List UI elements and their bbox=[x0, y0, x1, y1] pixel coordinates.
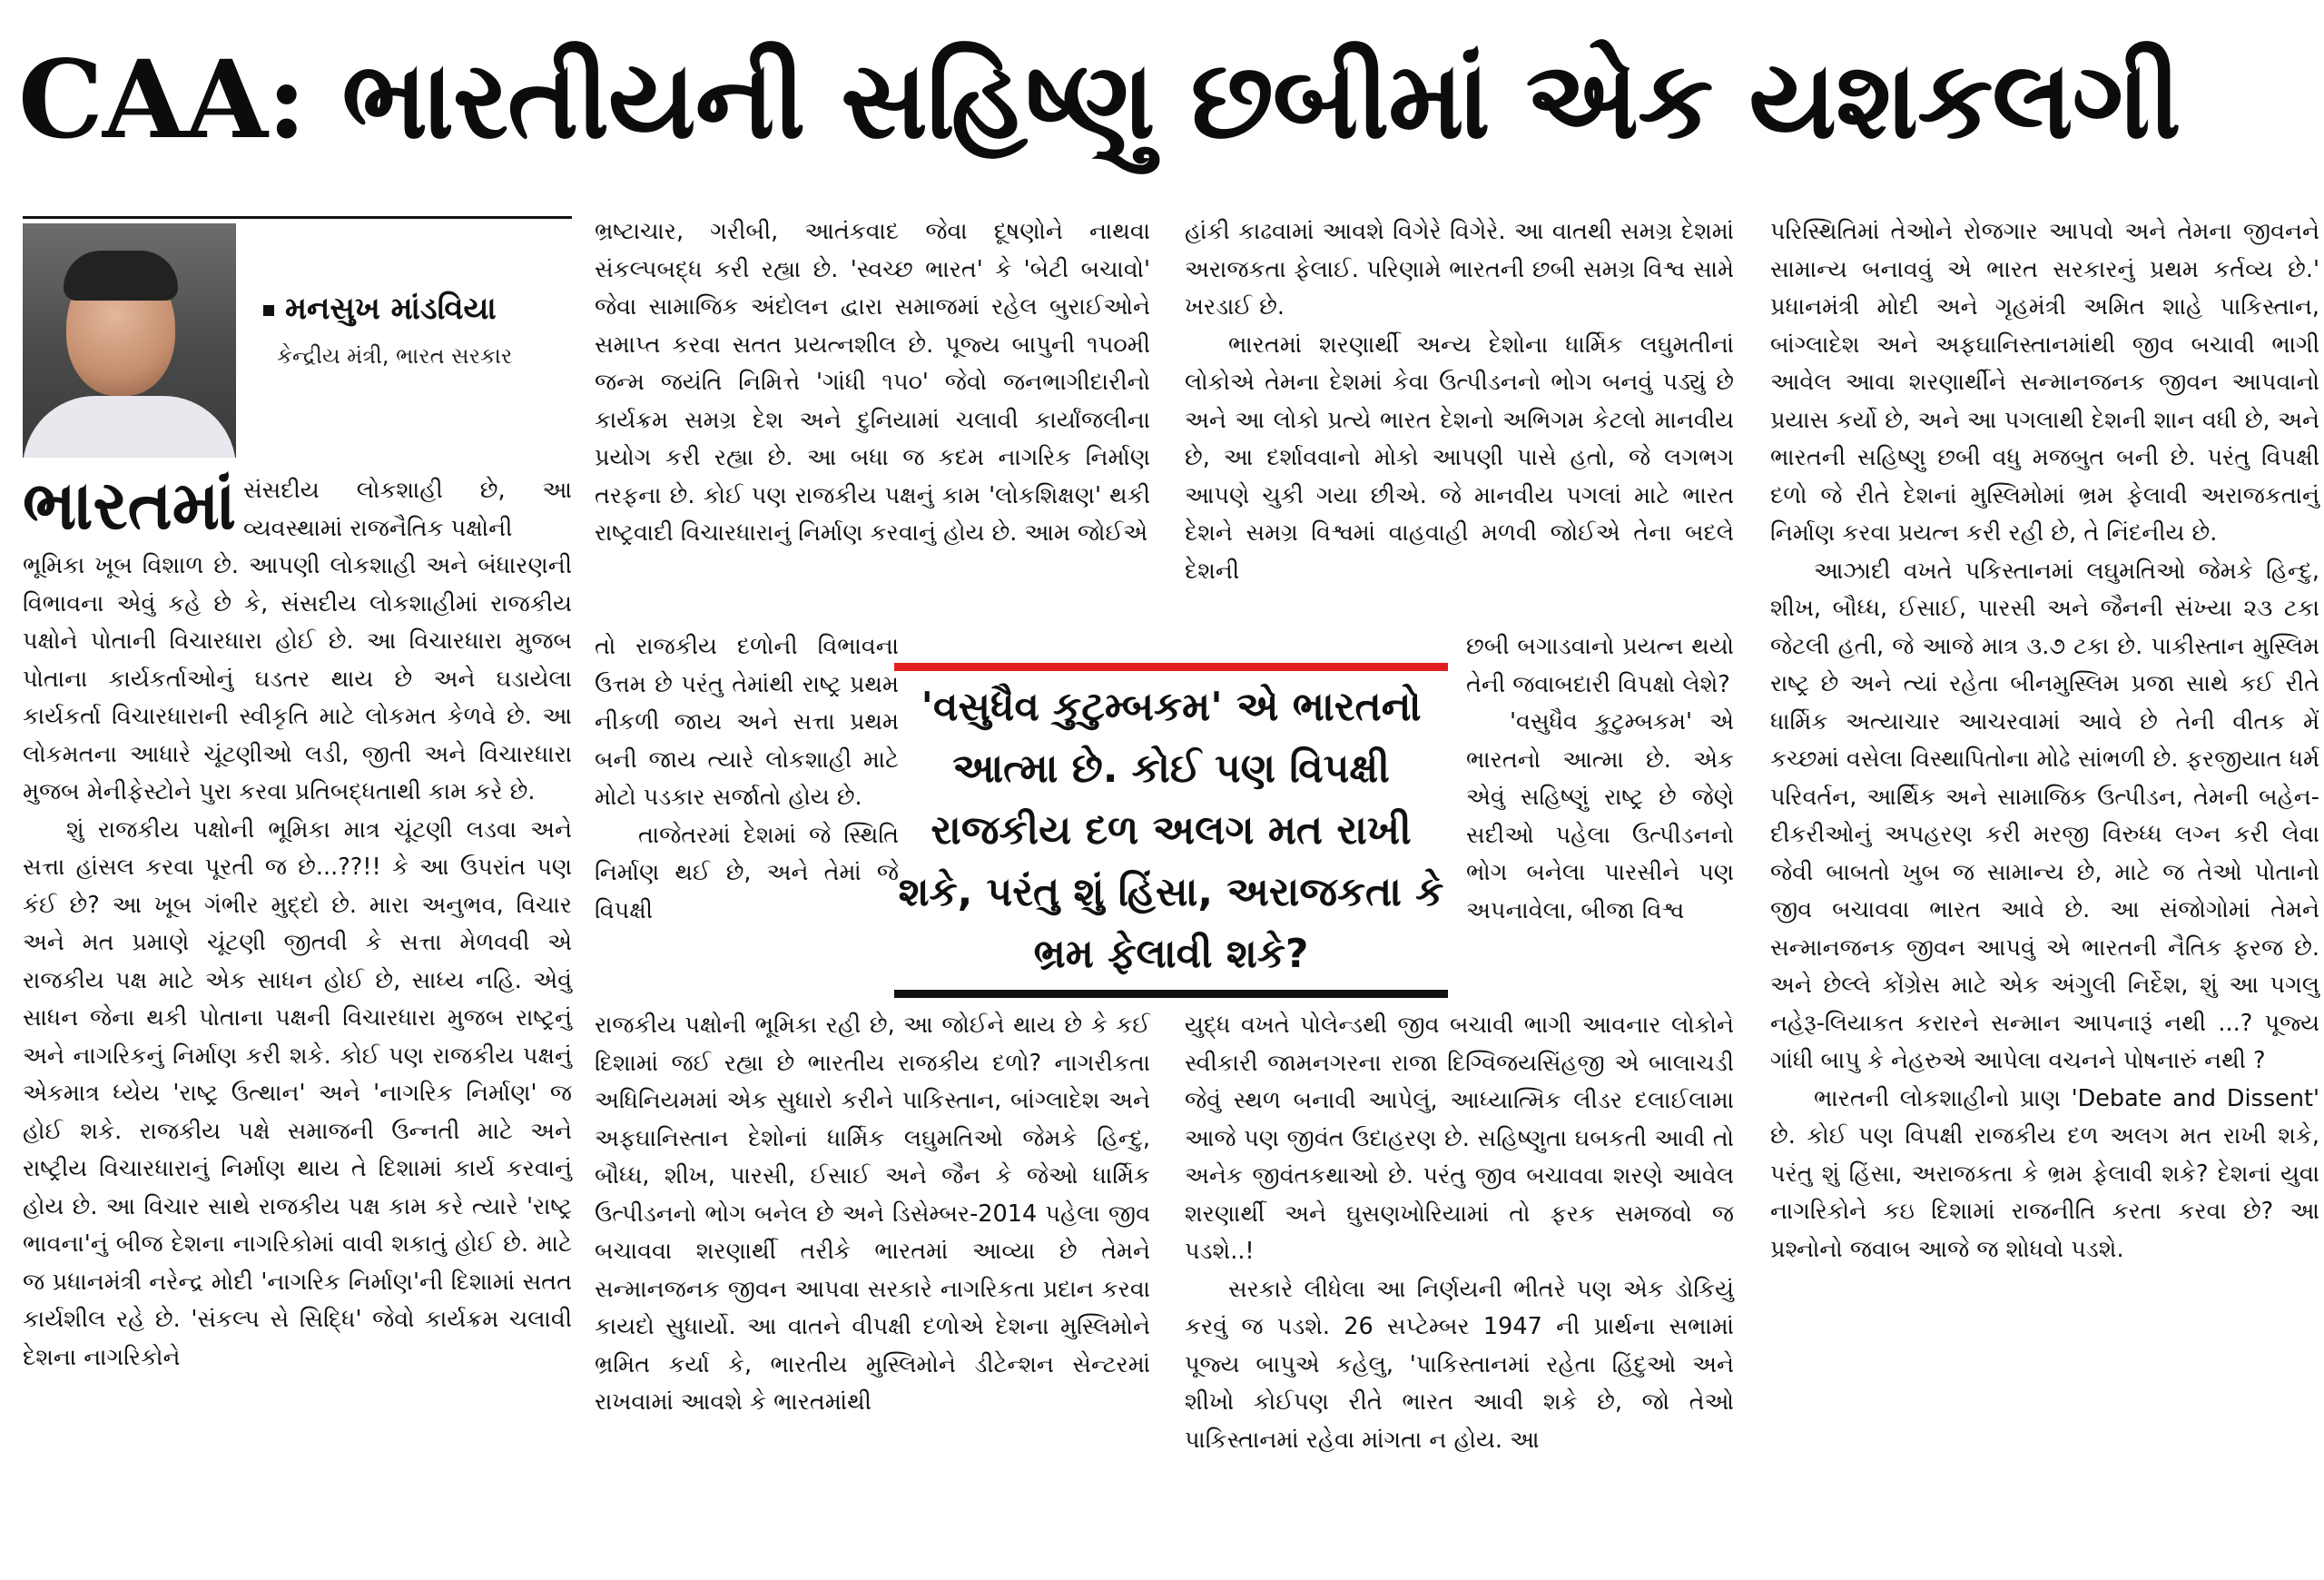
column-3-top bbox=[1185, 213, 1734, 590]
paragraph: તો રાજકીય દળોની વિભાવના ઉત્તમ છે પરંતુ તેમાંથી રાષ્ટ્ર પ્રથમ નીકળી જાય અને સત્તા પ્રથમ બની જાય ત્યારે લોકશાહી માટે મોટો પડકાર સર્જાતો હોય છે. bbox=[595, 633, 899, 811]
headline: CAA: ભારતીયની સહિષ્ણુ છબીમાં એક યશકલગી bbox=[18, 36, 2181, 163]
paragraph: સંસદીય લોકશાહી છે, આ વ્યવસ્થામાં રાજનૈતિક પક્ષોની bbox=[243, 477, 572, 542]
drop-cap-word: ભારતમાં bbox=[23, 467, 237, 545]
column-1 bbox=[23, 548, 572, 1377]
bullet-icon bbox=[263, 305, 274, 316]
column-2-narrow bbox=[595, 628, 899, 930]
column-3-bottom bbox=[1185, 1007, 1734, 1459]
author-title: કેન્દ્રીય મંત્રી, ભારત સરકાર bbox=[277, 343, 513, 369]
paragraph: આઝાદી વખતે પકિસ્તાનમાં લઘુમતિઓ જેમકે હિન્દુ, શીખ, બૌધ્ધ, ઈસાઈ, પારસી અને જૈનની સંખ્યા ૨૩ ટકા જેટલી હતી, જે આજે માત્ર ૩.૭ ટકા છે. પાકીસ્તાન મુસ્લિમ રાષ્ટ્ર છે અને ત્યાં રહેતા બીનમુસ્લિમ પ્રજા સાથે કઈ રીતે ધાર્મિક અત્યાચાર આચરવામાં આવે છે તેની વીતક મેં કચ્છમાં વસેલા વિસ્થાપિતોના મોઢે સાંભળી છે. ફરજીયાત ધર્મ પરિવર્તન, આર્થિક અને સામાજિક ઉત્પીડન, તેમની બહેન-દીકરીઓનું અપહરણ કરી મરજી વિરુધ્ધ લગ્ન કરી લેવા જેવી બાબતો ખુબ જ સામાન્ય છે, માટે જ તેઓ પોતાનો જીવ બચાવવા ભારત આવે છે. આ સંજોગોમાં તેમને સન્માનજનક જીવન આપવું એ ભારતની નૈતિક ફરજ છે. અને છેલ્લે કોંગ્રેસ માટે એક અંગુલી નિર્દેશ, શું આ પગલુ નહેરૂ-લિયાકત કરારને સન્માન આપનારૂં નથી ...? પૂજ્ય ગાંધી બાપુ કે નેહરુએ આપેલા વચનને પોષનારું નથી ? bbox=[1770, 557, 2319, 1074]
pullquote: 'વસુધૈવ કુટુમ્બકમ' એ ભારતનો આત્મા છે. કોઈ પણ વિપક્ષી રાજકીય દળ અલગ મત રાખી શકે, પરંતુ શું હિંસા, અરાજકતા કે ભ્રમ ફેલાવી શકે? bbox=[898, 684, 1444, 977]
paragraph: ભૂમિકા ખૂબ વિશાળ છે. આપણી લોકશાહી અને બંધારણની વિભાવના એવું કહે છે કે, સંસદીય લોકશાહીમાં રાજકીય પક્ષોને પોતાની વિચારધારા હોઈ છે. આ વિચારધારા મુજબ પોતાના કાર્યકર્તાઓનું ઘડતર થાય છે અને ઘડાયેલા કાર્યકર્તા વિચારધારાની સ્વીકૃતિ માટે લોકમત કેળવે છે. આ લોકમતના આધારે ચૂંટણીઓ લડી, જીતી અને વિચારધારા મુજબ મેનીફેસ્ટોને પુરા કરવા પ્રતિબદ્ધતાથી કામ કરે છે. bbox=[23, 552, 572, 805]
paragraph: શું રાજકીય પક્ષોની ભૂમિકા માત્ર ચૂંટણી લડવા અને સત્તા હાંસલ કરવા પૂરતી જ છે...??!! કે આ ઉપરાંત પણ કંઈ છે? આ ખૂબ ગંભીર મુદ્દો છે. મારા અનુભવ, વિચાર અને મત પ્રમાણે ચૂંટણી જીતવી કે સત્તા મેળવવી એ રાજકીય પક્ષ માટે એક સાધન હોઈ છે, સાધ્ય નહિ. એવું સાધન જેના થકી પોતાના પક્ષની વિચારધારા મુજબ રાષ્ટ્રનું અને નાગરિકનું નિર્માણ કરી શકે. કોઈ પણ રાજકીય પક્ષનું એકમાત્ર ધ્યેય 'રાષ્ટ્ર ઉત્થાન' અને 'નાગરિક નિર્માણ' જ હોઈ શકે. રાજકીય પક્ષે સમાજની ઉન્નતી માટે અને રાષ્ટ્રીય વિચારધારાનું નિર્માણ થાય તે દિશામાં કાર્ય કરવાનું હોય છે. આ વિચાર સાથે રાજકીય પક્ષ કામ કરે ત્યારે 'રાષ્ટ્ર ભાવના'નું બીજ દેશના નાગરિકોમાં વાવી શકાતું હોઈ છે. માટે જ પ્રધાનમંત્રી નરેન્દ્ર મોદી 'નાગરિક નિર્માણ'ની દિશામાં સતત કાર્યશીલ રહે છે. 'સંકલ્પ સે સિદ્ધિ' જેવો કાર્યક્રમ ચલાવી દેશના નાગરિકોને bbox=[23, 815, 572, 1371]
column-2-top bbox=[595, 213, 1150, 553]
column-2-bottom bbox=[595, 1007, 1150, 1422]
author-name-text: મનસુખ માંડવિયા bbox=[285, 291, 497, 327]
paragraph: ભારતમાં શરણાર્થી અન્ય દેશોના ધાર્મિક લઘુમતીનાં લોકોએ તેમના દેશમાં કેવા ઉત્પીડનનો ભોગ બનવું પડ્યું છે અને આ લોકો પ્રત્યે ભારત દેશનો અભિગમ કેટલો માનવીય છે, આ દર્શાવવાનો મોકો આપણી પાસે હતો, જે લગભગ આપણે ચુકી ગયા છીએ. જે માનવીય પગલાં માટે ભારત દેશને સમગ્ર વિશ્વમાં વાહવાહી મળવી જોઈએ તેના બદલે દેશની bbox=[1185, 331, 1734, 585]
paragraph: છબી બગાડવાનો પ્રયત્ન થયો તેની જવાબદારી વિપક્ષો લેશે? bbox=[1466, 633, 1734, 698]
paragraph: 'વસુધૈવ કુટુમ્બકમ' એ ભારતનો આત્મા છે. એક એવું સહિષ્ણું રાષ્ટ્ર છે જેણે સદીઓ પહેલા ઉત્પીડનનો ભોગ બનેલા પારસીને પણ અપનાવેલા, બીજા વિશ્વ bbox=[1466, 708, 1734, 924]
author-name bbox=[263, 291, 497, 327]
pullquote-bottom-rule bbox=[894, 990, 1448, 998]
paragraph: તાજેતરમાં દેશમાં જે સ્થિતિ નિર્માણ થઈ છે, અને તેમાં જે વિપક્ષી bbox=[595, 821, 899, 924]
column-1-intro bbox=[243, 472, 572, 548]
paragraph: પરિસ્થિતિમાં તેઓને રોજગાર આપવો અને તેમના જીવનને સામાન્ય બનાવવું એ ભારત સરકારનું પ્રથમ કર્તવ્ય છે.' પ્રધાનમંત્રી મોદી અને ગૃહમંત્રી અમિત શાહે પાકિસ્તાન, બાંગ્લાદેશ અને અફઘાનિસ્તાનમાંથી જીવ બચાવી ભાગી આવેલ આવા શરણાર્થીને સન્માનજનક જીવન આપવાનો પ્રયાસ કર્યો છે, અને આ પગલાથી દેશની શાન વધી છે, અને ભારતની સહિષ્ણુ છબી વધુ મજબુત બની છે. પરંતુ વિપક્ષી દળો જે રીતે દેશનાં મુસ્લિમોમાં ભ્રમ ફેલાવી અરાજકતાનું નિર્માણ કરવા પ્રયત્ન કરી રહી છે, તે નિંદનીય છે. bbox=[1770, 218, 2319, 547]
author-photo bbox=[23, 223, 236, 458]
paragraph: ભારતની લોકશાહીનો પ્રાણ 'Debate and Dissent' છે. કોઈ પણ વિપક્ષી રાજકીય દળ અલગ મત રાખી શકે, પરંતુ શું હિંસા, અરાજકતા કે ભ્રમ ફેલાવી શકે? દેશનાં યુવા નાગરિકોને કઇ દિશામાં રાજનીતિ કરતા કરવા છે? આ પ્રશ્નોનો જવાબ આજે જ શોધવો પડશે. bbox=[1770, 1084, 2319, 1263]
paragraph: હાંકી કાઢવામાં આવશે વિગેરે વિગેરે. આ વાતથી સમગ્ર દેશમાં અરાજકતા ફેલાઈ. પરિણામે ભારતની છબી સમગ્ર વિશ્વ સામે ખરડાઈ છે. bbox=[1185, 218, 1734, 321]
author-rule bbox=[23, 216, 572, 219]
pullquote-top-rule bbox=[894, 663, 1448, 671]
column-4 bbox=[1770, 213, 2319, 1269]
column-3-narrow bbox=[1466, 628, 1734, 930]
paragraph: સરકારે લીધેલા આ નિર્ણયની ભીતરે પણ એક ડોકિયું કરવું જ પડશે. 26 સપ્ટેમ્બર 1947 ની પ્રાર્થના સભામાં પૂજ્ય બાપુએ કહેલુ, 'પાકિસ્તાનમાં રહેતા હિંદુઓ અને શીખો કોઈપણ રીતે ભારત આવી શકે છે, જો તેઓ પાકિસ્તાનમાં રહેવા માંગતા ન હોય. આ bbox=[1185, 1275, 1734, 1454]
paragraph: રાજકીય પક્ષોની ભૂમિકા રહી છે, આ જોઈને થાય છે કે કઈ દિશામાં જઈ રહ્યા છે ભારતીય રાજકીય દળો? નાગરીકતા અધિનિયમમાં એક સુધારો કરીને પાકિસ્તાન, બાંગ્લાદેશ અને અફઘાનિસ્તાન દેશોનાં ધાર્મિક લઘુમતિઓ જેમકે હિન્દુ, બૌધ્ધ, શીખ, પારસી, ઈસાઈ અને જૈન કે જેઓ ધાર્મિક ઉત્પીડનનો ભોગ બનેલ છે અને ડિસેમ્બર-2014 પહેલા જીવ બચાવવા શરણાર્થી તરીકે ભારતમાં આવ્યા છે તેમને સન્માનજનક જીવન આપવા સરકારે નાગરિકતા પ્રદાન કરવા કાયદો સુધાર્યો. આ વાતને વીપક્ષી દળોએ દેશના મુસ્લિમોને ભ્રમિત કર્યા કે, ભારતીય મુસ્લિમોને ડીટેન્શન સેન્ટરમાં રાખવામાં આવશે કે ભારતમાંથી bbox=[595, 1012, 1150, 1416]
paragraph: ભ્રષ્ટાચાર, ગરીબી, આતંકવાદ જેવા દૂષણોને નાથવા સંકલ્પબદ્ધ કરી રહ્યા છે. 'સ્વચ્છ ભારત' કે 'બેટી બચાવો' જેવા સામાજિક અંદોલન દ્વારા સમાજમાં રહેલ બુરાઈઓને સમાપ્ત કરવા સતત પ્રયત્નશીલ છે. પૂજ્ય બાપુની ૧૫૦મી જન્મ જયંતિ નિમિત્તે 'ગાંધી ૧૫૦' જેવો જનભાગીદારીનો કાર્યક્રમ સમગ્ર દેશ અને દુનિયામાં ચલાવી કાર્યાંજલીના પ્રયોગ કરી રહ્યા છે. આ બધા જ કદમ નાગરિક નિર્માણ તરફના છે. કોઈ પણ રાજકીય પક્ષનું કામ 'લોકશિક્ષણ' થકી રાષ્ટ્રવાદી વિચારધારાનું નિર્માણ કરવાનું હોય છે. આમ જોઈએ bbox=[595, 218, 1150, 547]
paragraph: યુદ્ધ વખતે પોલેન્ડથી જીવ બચાવી ભાગી આવનાર લોકોને સ્વીકારી જામનગરના રાજા દિગ્વિજયસિંહજી એ બાલાચડી જેવું સ્થળ બનાવી આપેલું, આધ્યાત્મિક લીડર દલાઈલામા આજે પણ જીવંત ઉદાહરણ છે. સહિષ્ણુતા ઘબકતી આવી તો અનેક જીવંતકથાઓ છે. પરંતુ જીવ બચાવવા શરણે આવેલ શરણાર્થી અને ઘુસણખોરિયામાં તો ફરક સમજવો જ પડશે..! bbox=[1185, 1012, 1734, 1265]
